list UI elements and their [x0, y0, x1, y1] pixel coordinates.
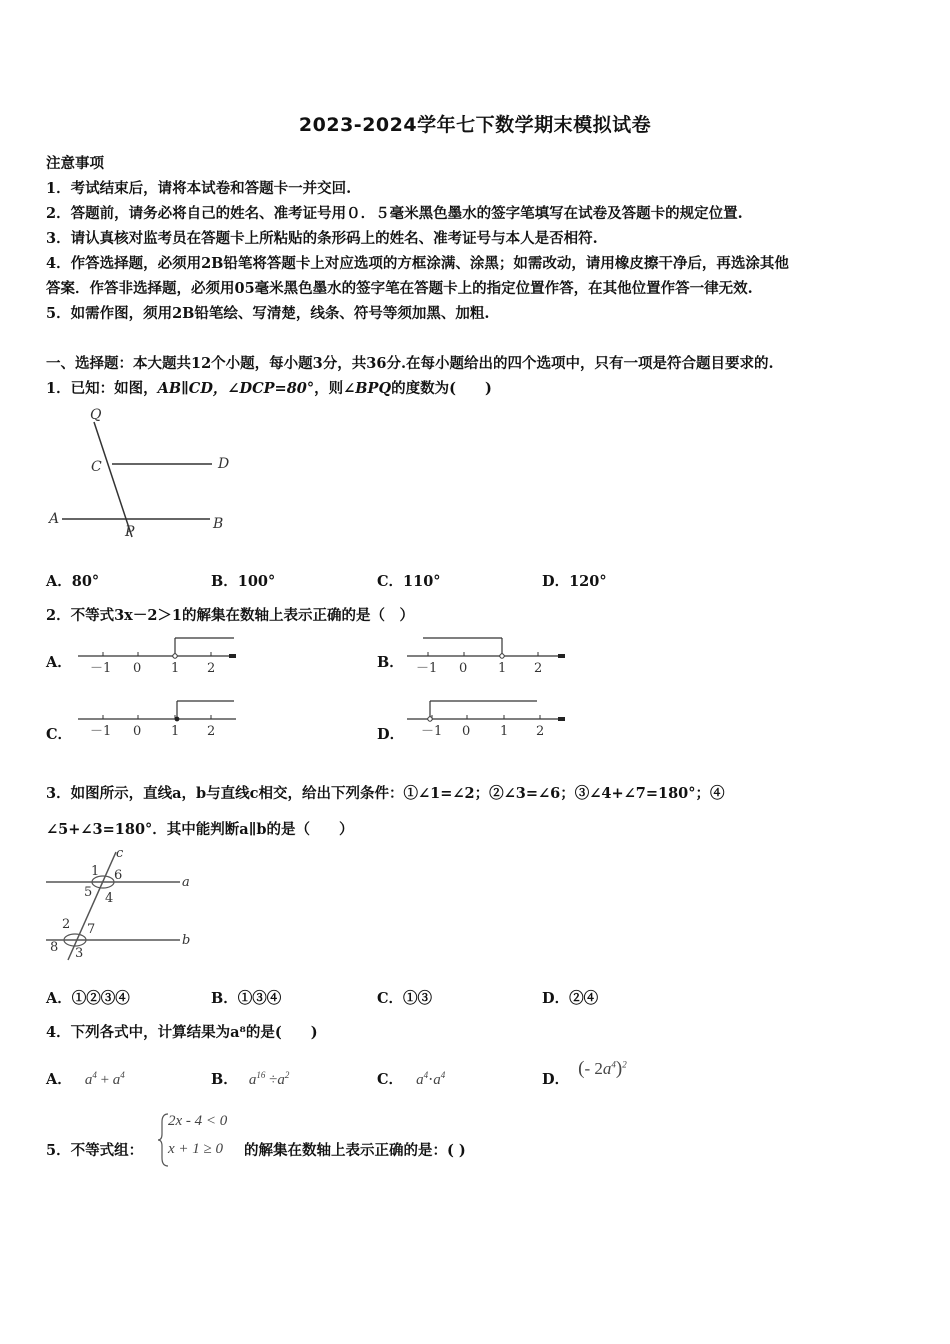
- notice-item: 2．答题前，请务必将自己的姓名、准考证号用０．５毫米黑色墨水的签字笔填写在试卷及答题卡的规定位置.: [46, 205, 743, 222]
- expr-paren: ): [615, 1058, 623, 1079]
- expr-exp: 4: [611, 1059, 616, 1070]
- expr-base: a: [84, 1072, 93, 1088]
- angle-label-8: 8: [50, 940, 59, 955]
- page-title: 2023-2024学年七下数学期末模拟试卷: [298, 114, 652, 136]
- q2-option-a-label[interactable]: A．: [46, 654, 72, 671]
- q1-ask: ∠BPQ: [343, 380, 392, 397]
- question-5-suffix: 的解集在数轴上表示正确的是：( ): [244, 1142, 466, 1159]
- q2-option-c-label[interactable]: C．: [46, 726, 73, 743]
- q3-option-a[interactable]: A．①②③④: [46, 990, 130, 1007]
- tick-label: 2: [207, 661, 216, 676]
- q3-option-b[interactable]: B．①③④: [211, 990, 282, 1007]
- tick-label: 1: [498, 661, 507, 676]
- tick-label: 0: [459, 661, 468, 676]
- notice-item: 5．如需作图，须用2B铅笔绘、写清楚，线条、符号等须加黑、加粗.: [46, 305, 490, 322]
- label-b: b: [182, 933, 191, 948]
- q3-figure: [44, 844, 194, 964]
- q4-expr-c: [416, 1072, 445, 1088]
- q2-numberline-b: [405, 630, 570, 680]
- q4-option-a[interactable]: [46, 1068, 125, 1089]
- section-heading: 一、选择题：本大题共12个小题，每小题3分，共36分.在每小题给出的四个选项中，只有一项是符合题目要求的.: [46, 355, 774, 372]
- q2-option-b-label[interactable]: B．: [377, 654, 404, 671]
- tick-label: 2: [536, 724, 545, 739]
- angle-label-7: 7: [87, 922, 96, 937]
- tick-label: －1: [90, 661, 112, 676]
- q2-numberline-a: [76, 630, 241, 680]
- tick-label: 0: [133, 661, 142, 676]
- expr-exp: 4: [423, 1070, 429, 1080]
- q1-suffix: 的度数为( ): [391, 380, 492, 397]
- q1-condition: AB∥CD，∠DCP=80°: [157, 380, 315, 397]
- q1-figure: [40, 402, 250, 547]
- expr-exp: 2: [284, 1070, 290, 1080]
- notice-item: 3．请认真核对监考员在答题卡上所粘贴的条形码上的姓名、准考证号与本人是否相符.: [46, 230, 598, 247]
- question-5-prefix: 5．不等式组：: [46, 1142, 144, 1159]
- q4-expr-b: [249, 1072, 289, 1088]
- expr-exp: 2: [622, 1059, 627, 1070]
- tick-label: 0: [133, 724, 142, 739]
- label-b: B: [213, 516, 224, 532]
- q1-option-c[interactable]: C．110°: [377, 573, 441, 590]
- q3-option-c[interactable]: C．①③: [377, 990, 433, 1007]
- notice-item: 答案．作答非选择题，必须用05毫米黑色墨水的签字笔在答题卡上的指定位置作答，在其他位置作答一律无效.: [46, 280, 753, 297]
- q1-option-b[interactable]: B．100°: [211, 573, 276, 590]
- q1-option-a[interactable]: A．80°: [46, 573, 100, 590]
- expr-exp: 4: [92, 1070, 97, 1080]
- q1-prefix: 1．已知：如图，: [46, 380, 158, 397]
- tick-label: －1: [421, 724, 443, 739]
- angle-label-6: 6: [114, 868, 123, 883]
- q4-option-c[interactable]: [377, 1068, 445, 1089]
- expr-base: a: [277, 1072, 285, 1088]
- expr-exp: 16: [256, 1070, 266, 1080]
- notice-item: 4．作答选择题，必须用2B铅笔将答题卡上对应选项的方框涂满、涂黑；如需改动，请用橡皮擦干净后，再选涂其他: [46, 255, 789, 272]
- notice-item: 1．考试结束后，请将本试卷和答题卡一并交回.: [46, 180, 352, 197]
- q4-option-c-label: C．: [377, 1071, 404, 1088]
- expr-op: ⋅: [428, 1072, 434, 1088]
- label-a: A: [49, 511, 60, 527]
- question-4-stem: 4．下列各式中，计算结果为a⁸的是( ): [46, 1024, 318, 1041]
- q4-option-a-label: A．: [46, 1071, 72, 1088]
- notice-heading: 注意事项: [46, 155, 104, 172]
- q4-expr-a: [85, 1072, 125, 1088]
- angle-label-3: 3: [75, 946, 84, 961]
- angle-label-1: 1: [91, 864, 100, 879]
- label-c: c: [116, 846, 124, 861]
- expr-op: ÷: [269, 1072, 278, 1088]
- label-p: P: [125, 524, 135, 540]
- q4-option-d[interactable]: [542, 1058, 627, 1090]
- q2-numberline-c: [76, 693, 241, 743]
- expr-base: a: [248, 1072, 257, 1088]
- tick-label: 2: [207, 724, 216, 739]
- tick-label: 0: [462, 724, 471, 739]
- expr-base: a: [112, 1072, 121, 1088]
- tick-label: －1: [90, 724, 112, 739]
- label-a: a: [182, 875, 190, 890]
- expr-base: a: [416, 1072, 424, 1088]
- expr-coef: - 2: [584, 1059, 603, 1078]
- expr-base: a: [433, 1072, 441, 1088]
- tick-label: 1: [171, 724, 180, 739]
- q4-option-d-label: D．: [542, 1071, 570, 1088]
- q4-option-b[interactable]: [211, 1068, 289, 1089]
- angle-label-4: 4: [105, 891, 114, 906]
- angle-label-2: 2: [62, 917, 71, 932]
- expr-op: +: [100, 1072, 110, 1088]
- q5-inequality-2: x + 1 ≥ 0: [168, 1141, 224, 1157]
- tick-label: －1: [416, 661, 438, 676]
- q3-option-d[interactable]: D．②④: [542, 990, 599, 1007]
- tick-label: 1: [500, 724, 509, 739]
- q4-option-b-label: B．: [211, 1071, 238, 1088]
- q1-mid: ，则: [314, 380, 344, 397]
- q2-option-d-label[interactable]: D．: [377, 726, 405, 743]
- q1-option-d[interactable]: D．120°: [542, 573, 607, 590]
- angle-label-5: 5: [84, 885, 93, 900]
- label-c: C: [91, 459, 102, 475]
- expr-paren: (: [578, 1058, 585, 1079]
- expr-exp: 4: [440, 1070, 446, 1080]
- expr-base: a: [602, 1059, 612, 1078]
- tick-label: 2: [534, 661, 543, 676]
- label-q: Q: [90, 407, 102, 423]
- question-2-stem: 2．不等式3x－2＞1的解集在数轴上表示正确的是（ ）: [46, 607, 414, 624]
- question-1-stem: [46, 377, 492, 398]
- q5-inequality-1: 2x - 4 < 0: [168, 1113, 228, 1129]
- tick-label: 1: [171, 661, 180, 676]
- question-3-stem-line1: 3．如图所示，直线a，b与直线c相交，给出下列条件：①∠1=∠2；②∠3=∠6；③∠4+∠7=180°；④: [46, 785, 725, 802]
- label-d: D: [218, 456, 230, 472]
- q2-numberline-d: [405, 693, 570, 743]
- question-3-stem-line2: ∠5+∠3=180°．其中能判断a∥b的是（ ）: [46, 821, 354, 838]
- expr-exp: 4: [120, 1070, 125, 1080]
- q4-expr-d: [578, 1059, 627, 1078]
